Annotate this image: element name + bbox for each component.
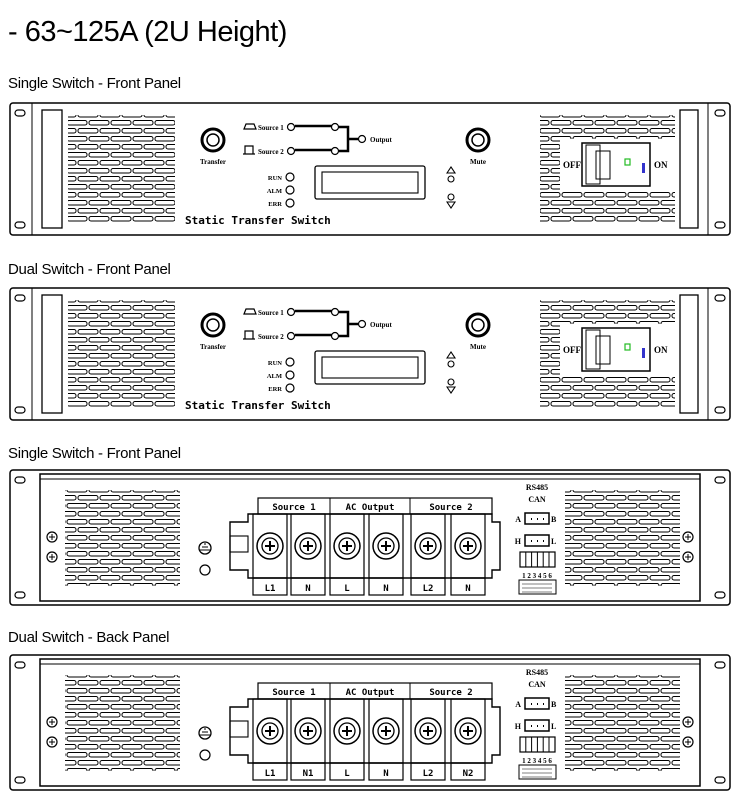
terminal-label: N (383, 769, 389, 779)
source-1-terminal (288, 124, 295, 131)
led-run (286, 173, 294, 181)
terminal-screw-slot (342, 541, 352, 551)
left-handle (42, 110, 62, 228)
terminal-screw-slot (423, 726, 433, 736)
right-vent-grille (565, 490, 680, 586)
ground-symbol-icon (200, 729, 210, 735)
rs485-connector-right-label: B (551, 515, 557, 524)
device-name-label: Static Transfer Switch (185, 399, 331, 412)
screw-slot (49, 719, 55, 725)
left-vent-grille (68, 115, 175, 223)
terminal-label: N2 (462, 769, 474, 779)
terminal-screw-slot (381, 726, 391, 736)
rack-mount-hole (715, 777, 725, 783)
led-label-err: ERR (268, 386, 282, 393)
left-vent-grille (65, 675, 180, 771)
section-label-2: Dual Switch - Front Panel (8, 261, 171, 278)
transfer-bus (339, 312, 358, 336)
transfer-knob (202, 129, 224, 151)
terminal-label: N (465, 584, 471, 594)
breaker-blue-indicator (642, 163, 645, 173)
source-1-label: Source 1 (258, 124, 284, 132)
right-handle (680, 295, 698, 413)
source-2-terminal (288, 148, 295, 155)
source-2-label: Source 2 (258, 333, 284, 341)
screw-slot (49, 554, 55, 560)
down-arrow-icon (447, 387, 455, 393)
right-handle (680, 110, 698, 228)
screw-slot (685, 554, 691, 560)
terminal-block-tab (230, 721, 248, 737)
rs485-connector-right-label: B (551, 700, 557, 709)
mute-label: Mute (470, 158, 486, 166)
led-label-alm: ALM (266, 373, 282, 380)
source-1-contact (332, 124, 339, 131)
transfer-knob (202, 314, 224, 336)
led-run (286, 358, 294, 366)
source-2-label: Source 2 (258, 148, 284, 156)
terminal-screw-slot (463, 726, 473, 736)
rack-mount-hole (715, 592, 725, 598)
terminal-screw-slot (265, 726, 275, 736)
rs485-label: RS485 (525, 483, 549, 492)
up-arrow-icon (447, 352, 455, 358)
screw-slot (49, 534, 55, 540)
source-2-terminal (288, 333, 295, 340)
rack-mount-hole (15, 407, 25, 413)
rack-mount-hole (15, 592, 25, 598)
terminal-group-label: Source 2 (429, 688, 473, 698)
lcd-bezel (315, 166, 425, 199)
led-alm (286, 186, 294, 194)
terminal-label: L (344, 769, 350, 779)
can-connector-right-label: L (551, 722, 557, 731)
mute-knob-inner (472, 134, 484, 146)
rs485-connector-left-label: A (515, 700, 521, 709)
can-label: CAN (528, 495, 546, 504)
terminal-label: N1 (302, 769, 314, 779)
section-label-4: Dual Switch - Back Panel (8, 629, 170, 646)
source-2-contact (332, 148, 339, 155)
terminal-block-tab (230, 536, 248, 552)
source-2-contact (332, 333, 339, 340)
terminal-screw-slot (423, 541, 433, 551)
rack-mount-hole (715, 662, 725, 668)
rack-mount-hole (15, 222, 25, 228)
mute-knob (467, 129, 489, 151)
rs485-label: RS485 (525, 668, 549, 677)
terminal-label: N (383, 584, 389, 594)
screw-slot (685, 534, 691, 540)
source-1-contact (332, 309, 339, 316)
led-err (286, 384, 294, 392)
terminal-group-label: Source 1 (272, 688, 316, 698)
can-connector-right-label: L (551, 537, 557, 546)
terminal-group-label: Source 1 (272, 503, 316, 513)
transfer-label: Transfer (200, 343, 226, 351)
terminal-group-label: AC Output (345, 503, 395, 513)
up-button (448, 361, 454, 367)
off-label: OFF (563, 160, 581, 170)
rack-mount-hole (15, 295, 25, 301)
terminal-screw-slot (303, 541, 313, 551)
terminal-label: L2 (422, 769, 434, 779)
terminal-screw-slot (303, 726, 313, 736)
terminal-label: L1 (264, 584, 276, 594)
left-vent-grille (65, 490, 180, 586)
on-label: ON (654, 160, 668, 170)
on-label: ON (654, 345, 668, 355)
source-1-terminal (288, 309, 295, 316)
breaker-blue-indicator (642, 348, 645, 358)
terminal-group-label: AC Output (345, 688, 395, 698)
dip-switch-numbers: 1 2 3 4 5 6 (522, 572, 552, 580)
down-button (448, 194, 454, 200)
terminal-group-label: Source 2 (429, 503, 473, 513)
back-panel-1 (10, 470, 730, 605)
right-vent-grille (565, 675, 680, 771)
rack-mount-hole (15, 110, 25, 116)
lcd-bezel (315, 351, 425, 384)
mute-knob-inner (472, 319, 484, 331)
output-terminal (359, 136, 366, 143)
device-name-label: Static Transfer Switch (185, 214, 331, 227)
terminal-label: L1 (264, 769, 276, 779)
down-arrow-icon (447, 202, 455, 208)
left-handle (42, 295, 62, 413)
section-label-3: Single Switch - Front Panel (8, 445, 181, 462)
rack-mount-hole (15, 477, 25, 483)
section-label-1: Single Switch - Front Panel (8, 75, 181, 92)
front-panel-2 (10, 288, 730, 420)
output-label: Output (370, 136, 392, 144)
mute-knob (467, 314, 489, 336)
rack-mount-hole (715, 222, 725, 228)
ground-symbol-icon (200, 544, 210, 550)
dip-switch-legend-text (522, 769, 552, 777)
ground-screw (200, 750, 210, 760)
output-label: Output (370, 321, 392, 329)
lcd-screen (322, 172, 418, 193)
terminal-screw-slot (381, 541, 391, 551)
rs485-connector-left-label: A (515, 515, 521, 524)
ground-screw (200, 565, 210, 575)
rack-mount-hole (715, 110, 725, 116)
transfer-knob-inner (207, 134, 219, 146)
mute-label: Mute (470, 343, 486, 351)
screw-slot (685, 719, 691, 725)
led-label-run: RUN (267, 360, 282, 367)
front-panel-1 (10, 103, 730, 235)
output-terminal (359, 321, 366, 328)
terminal-screw-slot (342, 726, 352, 736)
source-1-icon (244, 124, 256, 129)
back-panel-2 (10, 655, 730, 790)
terminal-screw-slot (463, 541, 473, 551)
transfer-bus (339, 127, 358, 151)
led-label-err: ERR (268, 201, 282, 208)
rack-mount-hole (715, 407, 725, 413)
rack-mount-hole (715, 477, 725, 483)
rack-mount-hole (715, 295, 725, 301)
rack-mount-hole (15, 662, 25, 668)
led-label-run: RUN (267, 175, 282, 182)
off-label: OFF (563, 345, 581, 355)
screw-slot (685, 739, 691, 745)
down-button (448, 379, 454, 385)
terminal-label: L2 (422, 584, 434, 594)
can-connector-left-label: H (514, 722, 521, 731)
left-vent-grille (68, 300, 175, 408)
led-err (286, 199, 294, 207)
terminal-screw-slot (265, 541, 275, 551)
source-1-icon (244, 309, 256, 314)
led-label-alm: ALM (266, 188, 282, 195)
transfer-label: Transfer (200, 158, 226, 166)
source-2-icon (243, 331, 255, 339)
rack-mount-hole (15, 777, 25, 783)
up-arrow-icon (447, 167, 455, 173)
circuit-breaker (582, 143, 650, 186)
source-1-label: Source 1 (258, 309, 284, 317)
terminal-label: N (305, 584, 311, 594)
transfer-knob-inner (207, 319, 219, 331)
dip-switch-numbers: 1 2 3 4 5 6 (522, 757, 552, 765)
source-2-icon (243, 146, 255, 154)
circuit-breaker (582, 328, 650, 371)
can-label: CAN (528, 680, 546, 689)
up-button (448, 176, 454, 182)
page-title: - 63~125A (2U Height) (8, 16, 287, 48)
dip-switch-legend-text (522, 584, 552, 592)
led-alm (286, 371, 294, 379)
screw-slot (49, 739, 55, 745)
can-connector-left-label: H (514, 537, 521, 546)
lcd-screen (322, 357, 418, 378)
terminal-label: L (344, 584, 350, 594)
